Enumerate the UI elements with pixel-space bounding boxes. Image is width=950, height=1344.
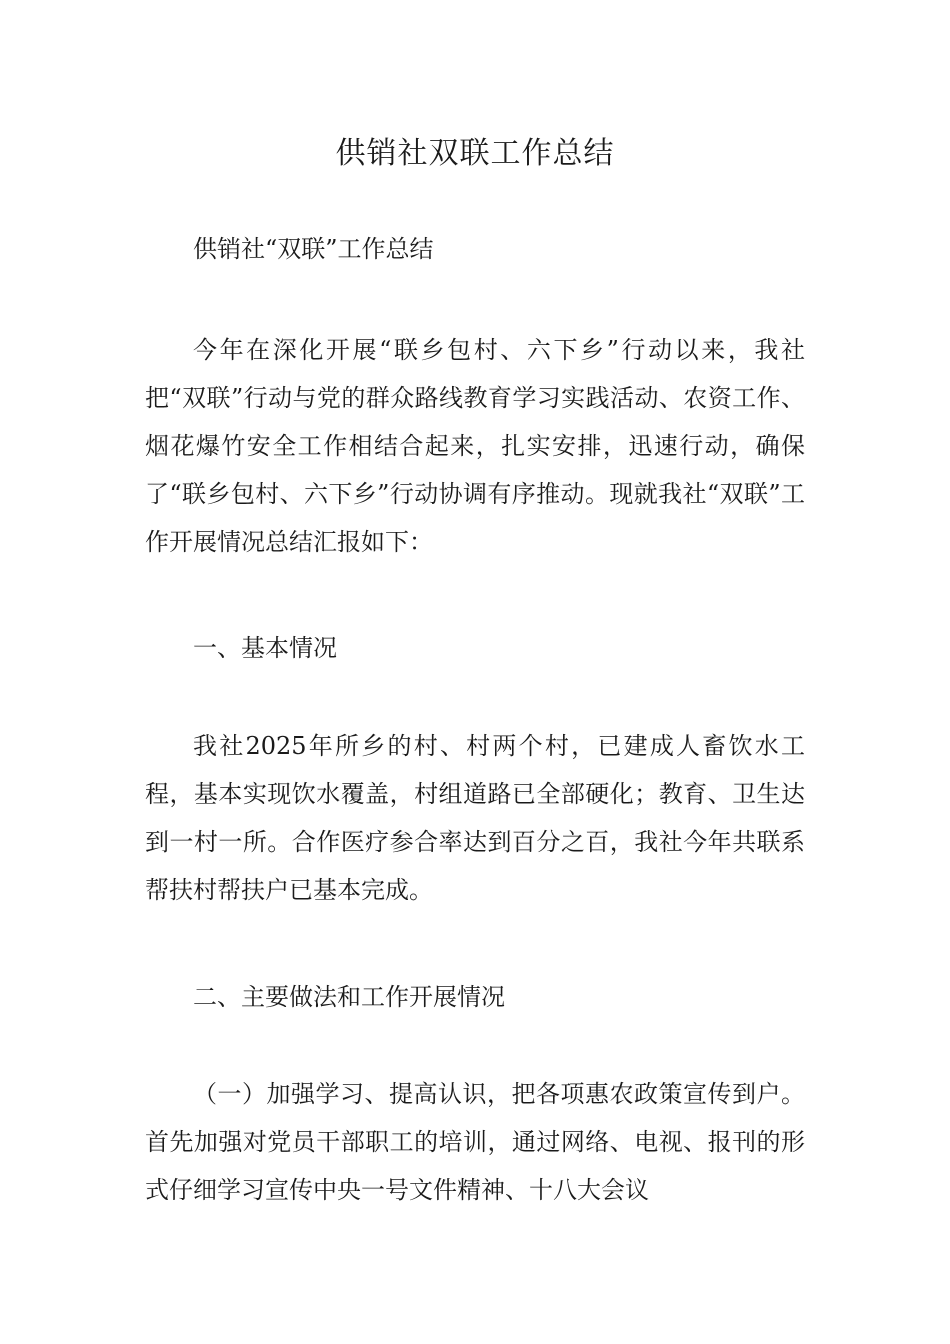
basic-situation-paragraph: 我社2025年所乡的村、村两个村，已建成人畜饮水工程，基本实现饮水覆盖，村组道路已全部硬化；教育、卫生达到一村一所。合作医疗参合率达到百分之百，我社今年共联系帮扶村帮扶户已基本完成。 <box>145 732 805 904</box>
section-heading-practices: 二、主要做法和工作开展情况 <box>193 983 505 1011</box>
section-1-paragraph: （一）加强学习、提高认识，把各项惠农政策宣传到户。首先加强对党员干部职工的培训，通过网络、电视、报刊的形式仔细学习宣传中央一号文件精神、十八大会议 <box>145 1080 805 1204</box>
document-subtitle: 供销社“双联”工作总结 <box>193 235 434 263</box>
heading-block-1 <box>145 624 805 672</box>
heading-block-2 <box>145 973 805 1021</box>
document-title: 供销社双联工作总结 <box>335 136 615 171</box>
section-heading-basic: 一、基本情况 <box>193 634 337 662</box>
basic-situation-block <box>145 722 805 914</box>
intro-paragraph-block <box>145 326 805 566</box>
intro-paragraph: 今年在深化开展“联乡包村、六下乡”行动以来，我社把“双联”行动与党的群众路线教育学习实践活动、农资工作、烟花爆竹安全工作相结合起来，扎实安排，迅速行动，确保了“联乡包村、六下乡”行动协调有序推动。现就我社“双联”工作开展情况总结汇报如下： <box>145 336 805 556</box>
section-1-block <box>145 1070 805 1214</box>
